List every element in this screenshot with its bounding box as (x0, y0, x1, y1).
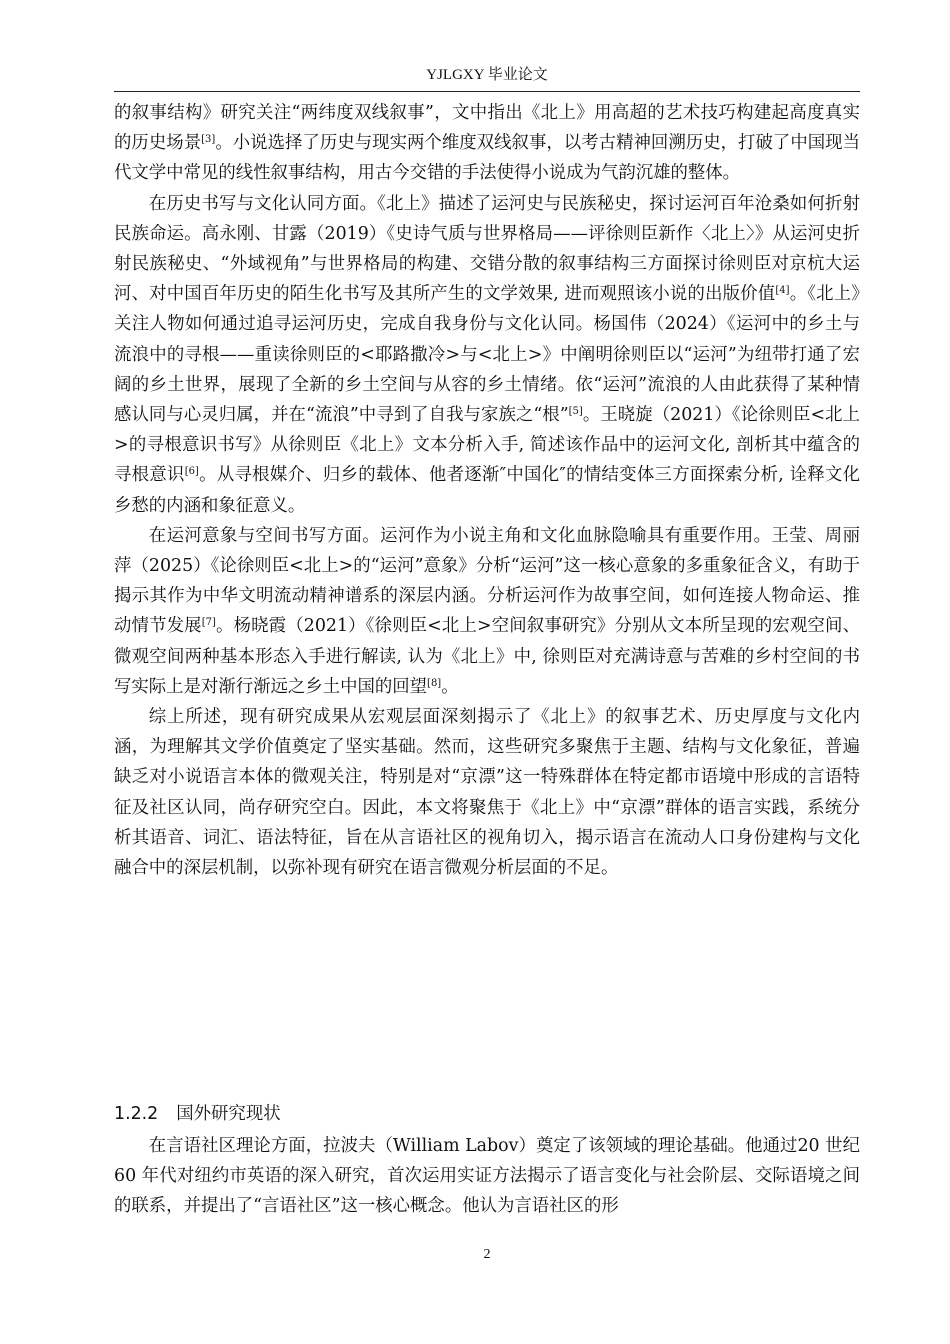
paragraph-text: 的叙事结构》研究关注“两纬度双线叙事”，文中指出《北上》用高超的艺术技巧构建起高度真实的历史场景 (114, 103, 860, 154)
paragraph-text: 在历史书写与文化认同方面。《北上》描述了运河史与民族秘史，探讨运河百年沧桑如何折射民族命运。高永刚、甘露（2019）《史诗气质与世界格局——评徐则臣新作〈北上〉》从运河史折射民族秘史、“外域视角”与世界格局的构建、交错分散的叙事结构三方面探讨徐则臣对京杭大运河、对中国百年历史的陌生化书写及其所产生的文学效果, 进而观照该小说的出版价值 (114, 193, 860, 305)
citation-marker: [8] (427, 677, 442, 689)
paragraph (114, 189, 860, 521)
citation-marker: [5] (568, 406, 583, 418)
header-divider (114, 91, 860, 92)
body-text (114, 98, 860, 883)
paragraph-text: 。《北上》关注人物如何通过追寻运河历史，完成自我身份与文化认同。杨国伟（2024）《运河中的乡土与流浪中的寻根——重读徐则臣的<耶路撒冷>与<北上>》中阐明徐则臣以“运河”为纽带打通了宏阔的乡土世界，展现了全新的乡土空间与从容的乡土情绪。依“运河”流浪的人由此获得了某种情感认同与心灵归属，并在“流浪”中寻到了自我与家族之“根” (114, 284, 861, 426)
section-heading (114, 1100, 860, 1128)
page-header: YJLGXY 毕业论文 (426, 67, 548, 83)
citation-marker: [4] (775, 285, 790, 297)
paragraph-text: 。小说选择了历史与现实两个维度双线叙事，以考古精神回溯历史，打破了中国现当代文学中常见的线性叙事结构，用古今交错的手法使得小说成为气韵沉雄的整体。 (114, 133, 860, 184)
paragraph-text: 。王晓旋（2021）《论徐则臣<北上>的寻根意识书写》从徐则臣《北上》文本分析入手, 简述该作品中的运河文化, 剖析其中蕴含的寻根意识 (114, 405, 860, 486)
paragraph-text: 。 (441, 676, 459, 697)
paragraph (114, 702, 860, 883)
body-text-continued (114, 1131, 860, 1222)
paragraph-text: 综上所述，现有研究成果从宏观层面深刻揭示了《北上》的叙事艺术、历史厚度与文化内涵，为理解其文学价值奠定了坚实基础。然而，这些研究多聚焦于主题、结构与文化象征，普遍缺乏对小说语言本体的微观关注，特别是对“京漂”这一特殊群体在特定都市语境中形成的言语特征及社区认同，尚存研究空白。因此，本文将聚焦于《北上》中“京漂”群体的语言实践，系统分析其语音、词汇、语法特征，旨在从言语社区的视角切入，揭示语言在流动人口身份建构与文化融合中的深层机制，以弥补现有研究在语言微观分析层面的不足。 (114, 707, 860, 879)
citation-marker: [7] (201, 617, 216, 629)
section-title: 国外研究现状 (176, 1104, 281, 1124)
paragraph (114, 521, 860, 702)
paragraph-text: 。从寻根媒介、归乡的载体、他者逐渐″中国化″的情结变体三方面探索分析, 诠释文化乡愁的内涵和象征意义。 (114, 465, 860, 516)
paragraph-text: 在运河意象与空间书写方面。运河作为小说主角和文化血脉隐喻具有重要作用。王莹、周丽萍（2025）《论徐则臣<北上>的“运河”意象》分析“运河”这一核心意象的多重象征含义，有助于揭示其作为中华文明流动精神谱系的深层内涵。分析运河作为故事空间，如何连接人物命运、推动情节发展 (114, 525, 860, 637)
paragraph-text: 。杨晓霞（2021）《徐则臣<北上>空间叙事研究》分别从文本所呈现的宏观空间、微观空间两种基本形态入手进行解读, 认为《北上》中, 徐则臣对充满诗意与苦难的乡村空间的书写实际上是对渐行渐远之乡土中国的回望 (114, 616, 860, 697)
paragraph-text: 在言语社区理论方面，拉波夫（William Labov）奠定了该领域的理论基础。他通过20 世纪 60 年代对纽约市英语的深入研究，首次运用实证方法揭示了语言变化与社会阶层、交际语境之间的联系，并提出了“言语社区”这一核心概念。他认为言语社区的形 (114, 1136, 860, 1217)
citation-marker: [6] (184, 466, 199, 478)
paragraph (114, 98, 860, 189)
page-number: 2 (483, 1247, 491, 1262)
paragraph (114, 1131, 860, 1222)
citation-marker: [3] (201, 134, 216, 146)
section-number: 1.2.2 (114, 1104, 159, 1124)
